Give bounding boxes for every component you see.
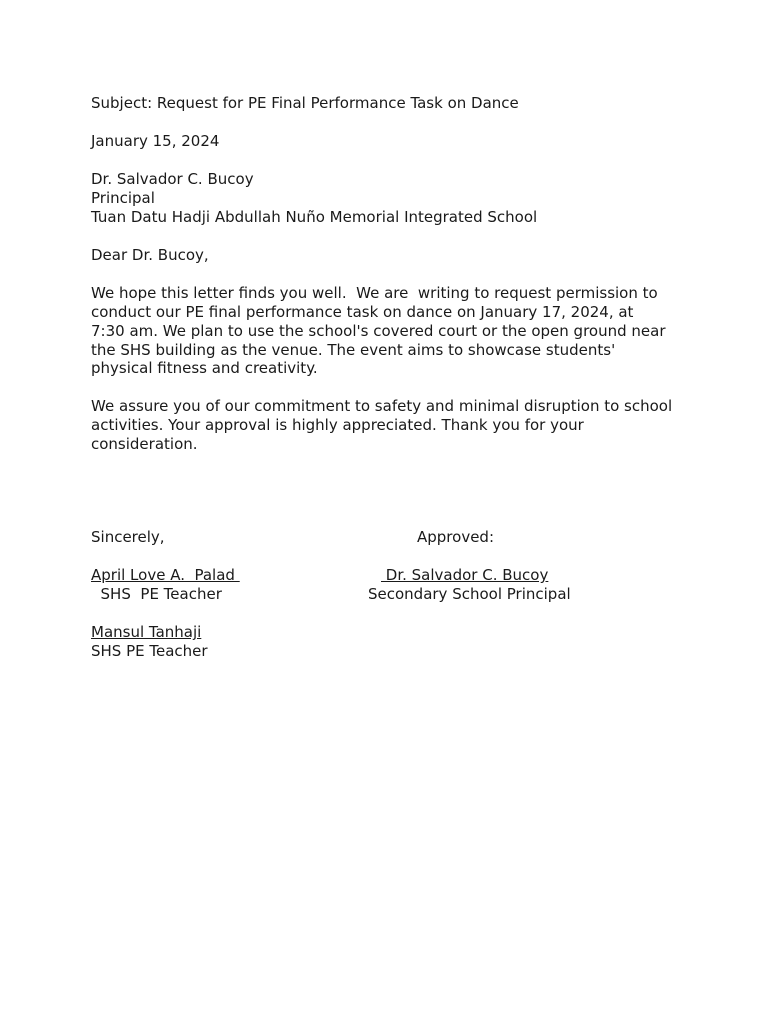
teacher2-role: SHS PE Teacher — [91, 642, 208, 660]
approved-label: Approved: — [417, 528, 494, 546]
recipient-title: Principal — [91, 189, 155, 207]
recipient-school: Tuan Datu Hadji Abdullah Nuño Memorial Integrated School — [91, 208, 538, 226]
body-paragraph-2-line-3: consideration. — [91, 435, 198, 453]
approver-role: Secondary School Principal — [368, 585, 571, 603]
teacher1-role: SHS PE Teacher — [91, 585, 222, 603]
body-paragraph-1-line-2: conduct our PE final performance task on dance on January 17, 2024, at — [91, 303, 634, 321]
approver-signature-name: Dr. Salvador C. Bucoy — [381, 566, 549, 584]
body-paragraph-1-line-4: the SHS building as the venue. The event aims to showcase students' — [91, 341, 616, 359]
body-paragraph-2-line-2: activities. Your approval is highly appreciated. Thank you for your — [91, 416, 584, 434]
body-paragraph-1-line-3: 7:30 am. We plan to use the school's covered court or the open ground near — [91, 322, 666, 340]
teacher1-signature-name: April Love A. Palad — [91, 566, 240, 584]
closing: Sincerely, — [91, 528, 165, 546]
teacher2-signature-name: Mansul Tanhaji — [91, 623, 202, 641]
body-paragraph-1-line-1: We hope this letter finds you well. We are writing to request permission to — [91, 284, 658, 302]
body-paragraph-1-line-5: physical fitness and creativity. — [91, 359, 318, 377]
subject-line: Subject: Request for PE Final Performance Task on Dance — [91, 94, 519, 112]
letter-date: January 15, 2024 — [91, 132, 220, 150]
recipient-name: Dr. Salvador C. Bucoy — [91, 170, 254, 188]
body-paragraph-2-line-1: We assure you of our commitment to safety and minimal disruption to school — [91, 397, 673, 415]
salutation: Dear Dr. Bucoy, — [91, 246, 209, 264]
